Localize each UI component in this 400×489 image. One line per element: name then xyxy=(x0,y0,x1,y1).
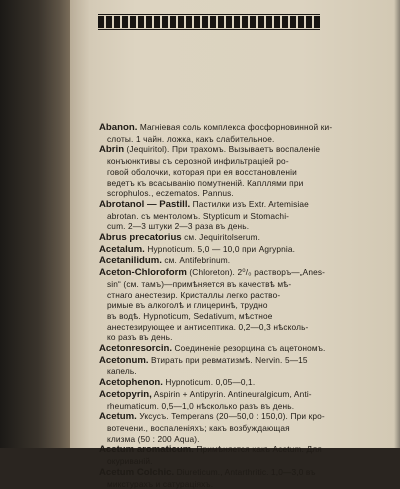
entry-headword: Abrotanol — Pastill. xyxy=(99,199,190,210)
entry-text: Втирать при ревматизмѣ. Nervin. 5—15 xyxy=(149,355,308,365)
entry-headword: Aceton-Chloroform xyxy=(99,267,187,278)
dictionary-entry xyxy=(99,255,389,267)
entry-continuation-line: стнаго анестезир. Кристаллы легко раство- xyxy=(99,290,389,301)
page-edge-shadow xyxy=(394,0,400,448)
entry-first-line xyxy=(99,343,389,355)
entry-text: (Jequiritol). При трахомъ. Вызываетъ воспаленiе xyxy=(124,144,320,154)
entry-continuation-line: abrotan. съ ментоломъ. Stypticum и Stomachi- xyxy=(99,211,389,222)
dictionary-entry xyxy=(99,343,389,355)
entry-first-line xyxy=(99,411,389,423)
entry-headword: Abrin xyxy=(99,144,124,155)
entry-continuation-line: sin“ (см. тамъ)—примѣняется въ качествѣ мѣ- xyxy=(99,279,389,290)
entry-first-line xyxy=(99,199,389,211)
entry-continuation-line: капель. xyxy=(99,366,389,377)
entry-text: Diureticum., Antarthritic. 1,0—3,0 въ xyxy=(174,467,315,477)
entry-first-line xyxy=(99,144,389,156)
entry-text: (Chloreton). 2⁰/₀ растворъ—„Anes- xyxy=(187,267,325,277)
entry-headword: Acetum Colchic. xyxy=(99,467,174,478)
entry-headword: Abanon. xyxy=(99,122,137,133)
entry-headword: Acetanilidum. xyxy=(99,255,162,266)
entry-first-line xyxy=(99,267,389,279)
entry-continuation-line: слоты. 1 чайн. ложка, какъ слабительное. xyxy=(99,134,389,145)
entry-continuation-line: rheumaticum. 0,5—1,0 нѣсколько разъ въ день. xyxy=(99,401,389,412)
entry-first-line xyxy=(99,244,389,256)
entry-continuation-line: въ водѣ. Hypnoticum, Sedativum, мѣстное xyxy=(99,311,389,322)
entry-first-line xyxy=(99,255,389,267)
entry-continuation-line: конъюнктивы съ серозной инфильтрацiей ро- xyxy=(99,156,389,167)
entry-first-line xyxy=(99,122,389,134)
entry-headword: Acetophenon. xyxy=(99,377,163,388)
dictionary-entry xyxy=(99,232,389,244)
dictionary-entry xyxy=(99,377,389,389)
entry-headword: Acetum. xyxy=(99,411,137,422)
dictionary-entry xyxy=(99,389,389,411)
entry-text: Aspirin + Antipyrin. Antineuralgicum, Anti- xyxy=(152,389,312,399)
entry-headword: Acetonum. xyxy=(99,355,149,366)
entry-text: Соединенiе резорцина съ ацетономъ. xyxy=(172,343,325,353)
entry-continuation-line: окуриванiй. xyxy=(99,456,389,467)
dictionary-entry xyxy=(99,355,389,377)
entry-text: см. Jequiritolserum. xyxy=(182,232,260,242)
entry-headword: Acetonresorcin. xyxy=(99,343,172,354)
book-gutter-shadow xyxy=(0,0,70,448)
dictionary-entry xyxy=(99,144,389,199)
entry-continuation-line: анестезирующее и антисептика. 0,2—0,3 нѣсколь- xyxy=(99,322,389,333)
entry-first-line xyxy=(99,389,389,401)
dictionary-entry xyxy=(99,122,389,144)
entry-continuation-line: говой оболочки, которая при ея восстановленiи xyxy=(99,167,389,178)
entry-headword: Acetum aromaticum. xyxy=(99,444,194,455)
entry-text: Hypnoticum. 5,0 — 10,0 при Agrypnia. xyxy=(145,244,295,254)
entry-text: Магнiевая соль комплекса фосфорновинной ки- xyxy=(137,122,332,132)
entry-first-line xyxy=(99,355,389,367)
entry-text: см. Antifebrinum. xyxy=(162,255,230,265)
entry-text: Примѣняется какъ Acetum. Для xyxy=(194,444,322,454)
entry-headword: Abrus precatorius xyxy=(99,232,182,243)
entry-first-line xyxy=(99,467,389,479)
entry-headword: Acetalum. xyxy=(99,244,145,255)
entry-first-line xyxy=(99,377,389,389)
entry-continuation-line: ведетъ къ всасыванiю помутненiй. Капллями при xyxy=(99,178,389,189)
entry-headword: Acetopyrin, xyxy=(99,389,152,400)
entry-continuation-line: ко разъ въ день. xyxy=(99,332,389,343)
dictionary-entry xyxy=(99,411,389,444)
entry-continuation-line: римые въ алкоголѣ и глицеринѣ, трудно xyxy=(99,300,389,311)
entry-text: Пастилки изъ Extr. Artemisiae xyxy=(190,199,309,209)
entry-continuation-line: микстурахъ и сатурацiяхъ. xyxy=(99,479,389,489)
entry-continuation-line: cum. 2—3 штуки 2—3 раза въ день. xyxy=(99,221,389,232)
entry-first-line xyxy=(99,444,389,456)
entry-first-line xyxy=(99,232,389,244)
entry-text: Hypnoticum. 0,05—0,1. xyxy=(163,377,255,387)
dictionary-entries xyxy=(99,122,389,489)
dictionary-entry xyxy=(99,467,389,489)
dictionary-entry xyxy=(99,244,389,256)
dictionary-entry xyxy=(99,199,389,232)
entry-continuation-line: вотечени., воспаленiяхъ; какъ возбуждающая xyxy=(99,423,389,434)
header-ornament xyxy=(98,16,320,28)
entry-continuation-line: scrophulos., eczematos. Pannus. xyxy=(99,188,389,199)
dictionary-entry xyxy=(99,267,389,343)
entry-continuation-line: клизма (50 : 200 Aqua). xyxy=(99,434,389,445)
entry-text: Уксусъ. Temperans (20—50,0 : 150,0). При кро- xyxy=(137,411,325,421)
